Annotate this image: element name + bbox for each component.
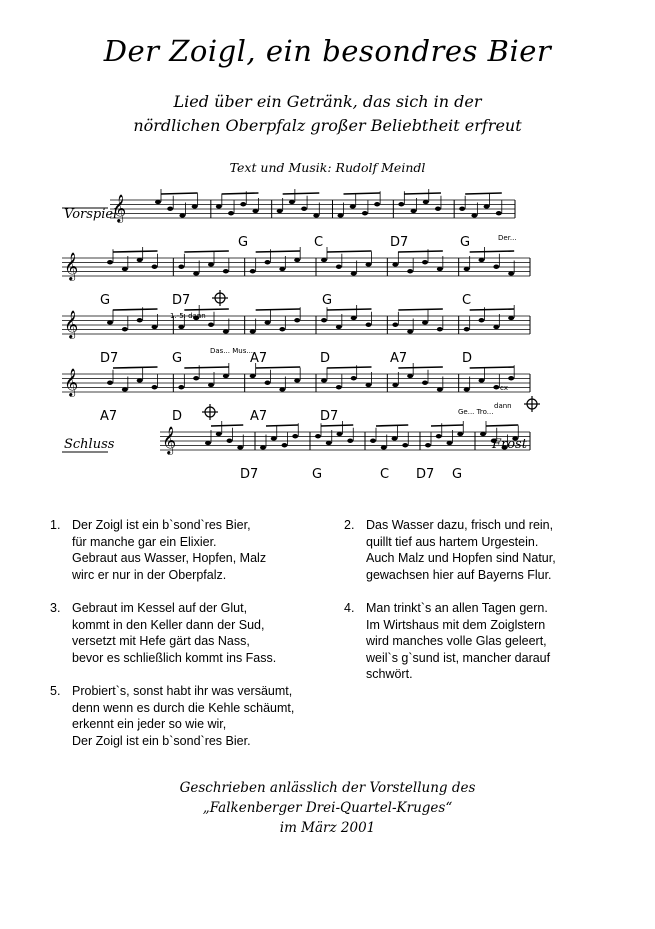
note-head (107, 381, 113, 385)
note-head (493, 385, 499, 389)
note-head (464, 387, 470, 391)
note-head (279, 267, 285, 271)
credit-line: Text und Musik: Rudolf Meindl (229, 160, 426, 175)
note-head (321, 258, 327, 262)
treble-clef-icon: 𝄞 (112, 194, 127, 222)
verse-line: kommt in den Keller dann der Sud, (72, 617, 265, 632)
note-beam (344, 193, 381, 194)
note-head (152, 385, 158, 389)
note-head (216, 204, 222, 208)
chord-symbol: G (322, 293, 333, 308)
note-head (422, 260, 428, 264)
note-beam (398, 367, 443, 368)
vorspiel-label: Vorspiel (64, 207, 118, 222)
chord-symbol: D (172, 409, 183, 424)
note-head (260, 445, 266, 449)
note-beam (431, 425, 463, 426)
note-head (252, 209, 258, 213)
note-beam (486, 425, 518, 426)
note-head (277, 209, 283, 213)
note-head (193, 376, 199, 380)
treble-clef-icon: 𝄞 (64, 368, 79, 396)
note-head (484, 204, 490, 208)
note-beam (161, 193, 198, 194)
note-beam (376, 425, 408, 426)
verse-line: gewachsen hier auf Bayerns Flur. (366, 567, 552, 582)
chord-symbol: G (312, 467, 323, 482)
note-head (392, 383, 398, 387)
verse-line: versetzt mit Hefe gärt das Nass, (72, 634, 250, 648)
verse-line: Gebraut im Kessel auf der Glut, (72, 601, 248, 615)
note-beam (327, 251, 372, 252)
chord-symbol: G (172, 351, 183, 366)
chord-symbol: G (452, 467, 463, 482)
note-beam (256, 367, 301, 368)
music-score-svg (60, 186, 552, 496)
note-head (223, 374, 229, 378)
note-head (437, 387, 443, 391)
note-head (374, 202, 380, 206)
note-head (496, 211, 502, 215)
note-beam (184, 367, 228, 368)
note-head (366, 262, 372, 266)
note-head (423, 200, 429, 204)
note-head (237, 445, 243, 449)
note-head (279, 387, 285, 391)
note-head (326, 441, 332, 445)
note-beam (327, 367, 372, 368)
notes-group (107, 189, 518, 450)
note-head (193, 271, 199, 275)
chord-symbol: A7 (250, 351, 268, 366)
note-head (178, 385, 184, 389)
subtitle-line-2: nördlichen Oberpfalz großer Beliebtheit erfreut (133, 116, 522, 135)
segno-sign-1 (212, 290, 228, 306)
note-beam (470, 309, 514, 310)
volta-label: 1.-5. dann (170, 312, 206, 320)
note-head (370, 439, 376, 443)
note-head (122, 387, 128, 391)
note-head (250, 329, 256, 333)
note-head (350, 204, 356, 208)
note-head (392, 262, 398, 266)
note-head (321, 378, 327, 382)
chord-symbol: D (462, 351, 473, 366)
note-head (464, 267, 470, 271)
verse-line: quillt tief aus hartem Urgestein. (366, 534, 539, 549)
verse-line: Probiert`s, sonst habt ihr was versäumt, (72, 684, 293, 698)
note-head (107, 320, 113, 324)
footer-line-1: Geschrieben anlässlich der Vorstellung des (179, 780, 476, 796)
note-head (279, 327, 285, 331)
verse-line: Auch Malz und Hopfen sind Natur, (366, 551, 556, 565)
chord-symbol: A7 (100, 409, 118, 424)
verse-line: Der Zoigl ist ein b`sond`res Bier. (72, 733, 251, 748)
note-beam (465, 193, 502, 194)
verse-line: wirc er nur in der Oberpfalz. (72, 567, 227, 582)
note-head (336, 385, 342, 389)
note-head (338, 213, 344, 217)
note-head (208, 323, 214, 327)
note-head (292, 434, 298, 438)
note-head (265, 260, 271, 264)
note-beam (266, 425, 298, 426)
note-head (457, 432, 463, 436)
chord-symbol: D (320, 351, 331, 366)
note-head (480, 432, 486, 436)
note-head (208, 383, 214, 387)
note-beam (398, 309, 443, 310)
note-head (313, 213, 319, 217)
note-beam (470, 367, 514, 368)
note-head (167, 207, 173, 211)
verse-number: 3. (50, 601, 61, 615)
subtitle-line-1: Lied über ein Getränk, das sich in der (173, 92, 482, 111)
note-head (351, 271, 357, 275)
note-head (301, 207, 307, 211)
chord-symbol: A7 (390, 351, 408, 366)
treble-clef-icon: 𝄞 (64, 252, 79, 280)
dann-label: dann (494, 402, 512, 410)
treble-clef-icon: 𝄞 (64, 310, 79, 338)
chord-symbol: G (460, 235, 471, 250)
note-head (381, 445, 387, 449)
note-head (271, 436, 277, 440)
note-head (435, 207, 441, 211)
note-head (508, 376, 514, 380)
note-head (192, 204, 198, 208)
verse-number: 4. (344, 601, 355, 615)
note-head (366, 323, 372, 327)
note-head (479, 318, 485, 322)
chord-symbol: G (100, 293, 111, 308)
frost-label: Frost (492, 437, 527, 452)
note-head (178, 265, 184, 269)
note-head (459, 207, 465, 211)
note-head (508, 271, 514, 275)
note-beam (222, 193, 259, 194)
chord-symbol: D7 (320, 409, 339, 424)
note-head (265, 381, 271, 385)
chord-symbol: D7 (240, 467, 259, 482)
note-head (122, 267, 128, 271)
note-head (240, 202, 246, 206)
note-head (362, 211, 368, 215)
note-head (137, 378, 143, 382)
das-label: Das... Mus... (210, 347, 254, 355)
chord-symbol: C (462, 293, 472, 308)
note-head (411, 209, 417, 213)
note-beam (283, 193, 320, 194)
note-beam (211, 425, 243, 426)
note-head (282, 443, 288, 447)
verse-line: erkennt ein jeder so wie wir, (72, 717, 227, 731)
note-head (321, 318, 327, 322)
note-head (137, 318, 143, 322)
note-head (152, 265, 158, 269)
note-head (351, 376, 357, 380)
note-head (437, 327, 443, 331)
note-head (392, 436, 398, 440)
note-head (228, 211, 234, 215)
note-head (289, 200, 295, 204)
chord-symbol: A7 (250, 409, 268, 424)
footer-line-3: im März 2001 (279, 820, 376, 836)
note-head (422, 381, 428, 385)
note-beam (404, 193, 441, 194)
note-beam (184, 309, 228, 310)
chord-symbol: C (314, 235, 324, 250)
note-head (265, 320, 271, 324)
note-head (436, 434, 442, 438)
note-head (178, 325, 184, 329)
note-beam (256, 309, 301, 310)
note-head (294, 318, 300, 322)
segno-sign-2 (202, 404, 218, 420)
note-head (407, 329, 413, 333)
chord-symbol: C (380, 467, 390, 482)
der-label: Der... (498, 234, 517, 242)
note-head (205, 441, 211, 445)
note-head (398, 202, 404, 206)
song-title: Der Zoigl, ein besondres Bier (103, 34, 552, 68)
note-head (407, 269, 413, 273)
note-head (437, 267, 443, 271)
chord-symbol: D7 (172, 293, 191, 308)
note-head (315, 434, 321, 438)
note-head (152, 325, 158, 329)
note-beam (321, 425, 353, 426)
note-head (208, 262, 214, 266)
verse-line: Im Wirtshaus mit dem Zoiglstern (366, 617, 546, 632)
verse-number: 2. (344, 518, 355, 532)
note-head (155, 200, 161, 204)
note-head (402, 443, 408, 447)
verse-line: bevor es schließlich kommt ins Fass. (72, 650, 277, 665)
note-head (337, 432, 343, 436)
note-head (479, 258, 485, 262)
footer-line-2: „Falkenberger Drei-Quartel-Kruges“ (202, 800, 453, 816)
note-beam (113, 251, 158, 252)
note-beam (113, 367, 158, 368)
note-head (471, 213, 477, 217)
note-head (347, 439, 353, 443)
verse-number: 5. (50, 684, 61, 698)
note-head (179, 213, 185, 217)
note-head (464, 327, 470, 331)
verse-line: Das Wasser dazu, frisch und rein, (366, 518, 554, 532)
note-head (493, 325, 499, 329)
chord-symbol: G (238, 235, 249, 250)
chord-symbol: D7 (100, 351, 119, 366)
note-head (407, 374, 413, 378)
note-head (122, 327, 128, 331)
chord-symbol: D7 (390, 235, 409, 250)
verse-line: Der Zoigl ist ein b`sond`res Bier, (72, 518, 251, 532)
note-head (392, 323, 398, 327)
note-head (422, 320, 428, 324)
note-beam (113, 309, 158, 310)
note-head (336, 325, 342, 329)
verse-line: Man trinkt`s an allen Tagen gern. (366, 601, 548, 615)
note-head (137, 258, 143, 262)
chord-symbol: D7 (416, 467, 435, 482)
treble-clef-icon: 𝄞 (162, 426, 177, 454)
note-head (351, 316, 357, 320)
schluss-label: Schluss (64, 437, 115, 452)
note-head (216, 432, 222, 436)
note-head (294, 378, 300, 382)
note-beam (327, 309, 372, 310)
note-head (294, 258, 300, 262)
verse-number: 1. (50, 518, 61, 532)
verse-line: denn wenn es durch die Kehle schäumt, (72, 700, 295, 715)
ende-label: Ge... Tro... (458, 408, 494, 416)
verse-line: schwört. (366, 667, 413, 681)
note-head (223, 329, 229, 333)
note-head (508, 316, 514, 320)
note-head (107, 260, 113, 264)
note-head (250, 374, 256, 378)
note-beam (398, 251, 443, 252)
note-beam (256, 251, 301, 252)
note-head (479, 378, 485, 382)
note-head (425, 443, 431, 447)
note-head (336, 265, 342, 269)
verse-line: für manche gar ein Elixier. (72, 534, 217, 549)
verse-line: weil`s g`sund ist, mancher darauf (366, 650, 551, 665)
music-score (60, 186, 552, 496)
cs-label: cx (500, 384, 508, 392)
note-head (366, 383, 372, 387)
verse-line: wird manches volle Glas geleert, (366, 634, 547, 648)
note-head (493, 265, 499, 269)
note-head (227, 439, 233, 443)
verse-line: Gebraut aus Wasser, Hopfen, Malz (72, 551, 267, 565)
note-beam (184, 251, 228, 252)
note-beam (470, 251, 514, 252)
segno-sign-3 (524, 396, 540, 412)
note-head (250, 269, 256, 273)
note-head (223, 269, 229, 273)
note-head (447, 441, 453, 445)
